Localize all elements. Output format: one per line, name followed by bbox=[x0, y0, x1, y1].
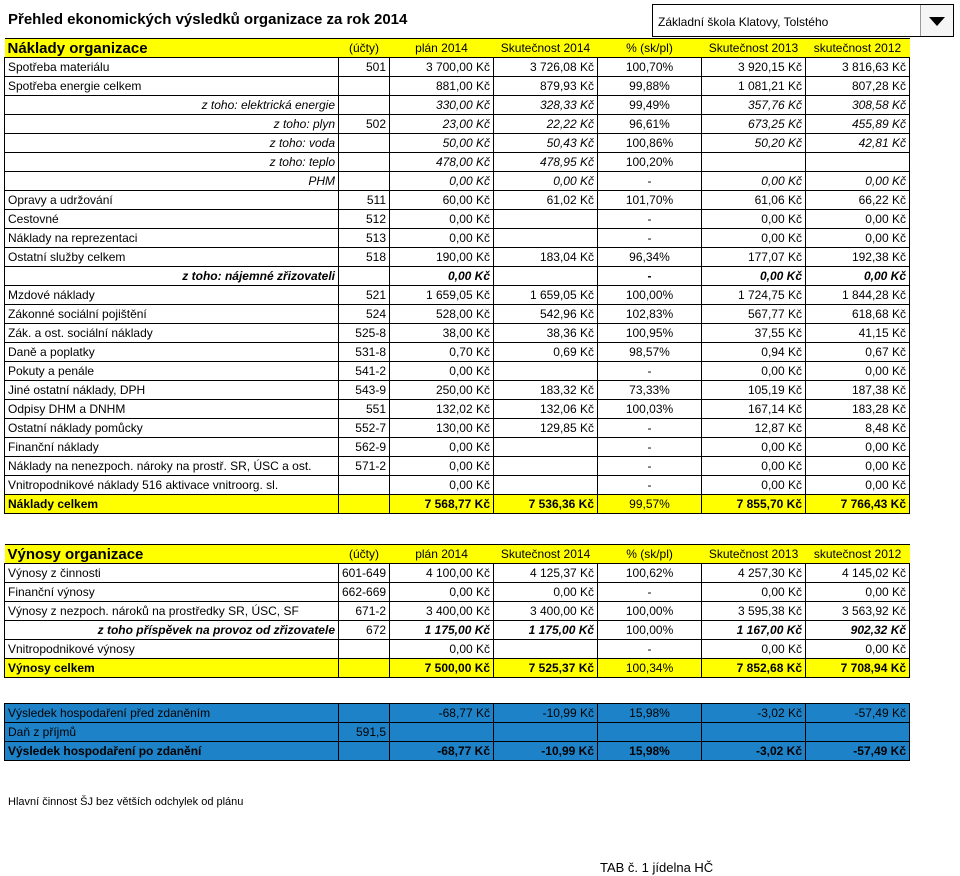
result-value: -57,49 Kč bbox=[806, 742, 910, 761]
result-value: -3,02 Kč bbox=[702, 704, 806, 723]
value-cell: 50,00 Kč bbox=[390, 134, 494, 153]
value-cell: 50,20 Kč bbox=[702, 134, 806, 153]
account-cell: 512 bbox=[339, 210, 390, 229]
account-cell bbox=[339, 476, 390, 495]
column-header: % (sk/pl) bbox=[598, 545, 702, 564]
value-cell: 0,70 Kč bbox=[390, 343, 494, 362]
account-cell bbox=[339, 267, 390, 286]
value-cell: 100,00% bbox=[598, 286, 702, 305]
value-cell: 101,70% bbox=[598, 191, 702, 210]
value-cell: 100,03% bbox=[598, 400, 702, 419]
value-cell: 183,04 Kč bbox=[494, 248, 598, 267]
value-cell: 3 816,63 Kč bbox=[806, 58, 910, 77]
value-cell bbox=[494, 267, 598, 286]
row-label: z toho: elektrická energie bbox=[5, 96, 339, 115]
result-row bbox=[5, 704, 910, 723]
value-cell: 3 726,08 Kč bbox=[494, 58, 598, 77]
value-cell bbox=[494, 476, 598, 495]
total-label: Náklady celkem bbox=[5, 495, 339, 514]
row-label: Ostatní náklady pomůcky bbox=[5, 419, 339, 438]
row-label: Náklady na reprezentaci bbox=[5, 229, 339, 248]
value-cell: - bbox=[598, 476, 702, 495]
result-row bbox=[5, 742, 910, 761]
value-cell: 0,00 Kč bbox=[390, 457, 494, 476]
table-row bbox=[5, 640, 910, 659]
account-cell: 672 bbox=[339, 621, 390, 640]
table-row bbox=[5, 248, 910, 267]
value-cell: 0,00 Kč bbox=[806, 172, 910, 191]
value-cell: 0,00 Kč bbox=[390, 476, 494, 495]
account-cell bbox=[339, 153, 390, 172]
total-value: 7 708,94 Kč bbox=[806, 659, 910, 678]
value-cell: 38,00 Kč bbox=[390, 324, 494, 343]
total-row bbox=[5, 659, 910, 678]
value-cell: - bbox=[598, 438, 702, 457]
account-cell bbox=[339, 659, 390, 678]
value-cell: 330,00 Kč bbox=[390, 96, 494, 115]
value-cell: 132,06 Kč bbox=[494, 400, 598, 419]
result-value: -57,49 Kč bbox=[806, 704, 910, 723]
account-cell bbox=[339, 704, 390, 723]
table-row bbox=[5, 621, 910, 640]
account-cell: 671-2 bbox=[339, 602, 390, 621]
row-label: Opravy a udržování bbox=[5, 191, 339, 210]
row-label: PHM bbox=[5, 172, 339, 191]
account-cell: 571-2 bbox=[339, 457, 390, 476]
value-cell: 528,00 Kč bbox=[390, 305, 494, 324]
table-row bbox=[5, 305, 910, 324]
value-cell: 1 724,75 Kč bbox=[702, 286, 806, 305]
row-label: z toho: nájemné zřizovateli bbox=[5, 267, 339, 286]
value-cell: 0,00 Kč bbox=[806, 640, 910, 659]
value-cell: 132,02 Kč bbox=[390, 400, 494, 419]
value-cell: 1 175,00 Kč bbox=[390, 621, 494, 640]
results-table bbox=[4, 703, 910, 761]
result-value bbox=[806, 723, 910, 742]
value-cell: - bbox=[598, 583, 702, 602]
result-value: 15,98% bbox=[598, 742, 702, 761]
column-header: (účty) bbox=[339, 39, 390, 58]
account-cell: 502 bbox=[339, 115, 390, 134]
value-cell: - bbox=[598, 229, 702, 248]
column-header: Skutečnost 2013 bbox=[702, 39, 806, 58]
value-cell: 0,00 Kč bbox=[806, 476, 910, 495]
row-label: Daně a poplatky bbox=[5, 343, 339, 362]
value-cell: 8,48 Kč bbox=[806, 419, 910, 438]
revenue-table bbox=[4, 544, 910, 678]
value-cell: 902,32 Kč bbox=[806, 621, 910, 640]
table-row bbox=[5, 77, 910, 96]
account-cell: 551 bbox=[339, 400, 390, 419]
value-cell: 0,00 Kč bbox=[702, 583, 806, 602]
value-cell: 100,86% bbox=[598, 134, 702, 153]
result-value: 15,98% bbox=[598, 704, 702, 723]
value-cell: 100,70% bbox=[598, 58, 702, 77]
row-label: Odpisy DHM a DNHM bbox=[5, 400, 339, 419]
column-header: Skutečnost 2014 bbox=[494, 39, 598, 58]
column-header: Skutečnost 2013 bbox=[702, 545, 806, 564]
value-cell: 3 700,00 Kč bbox=[390, 58, 494, 77]
account-cell: 513 bbox=[339, 229, 390, 248]
table-row bbox=[5, 324, 910, 343]
value-cell: 192,38 Kč bbox=[806, 248, 910, 267]
value-cell: 0,69 Kč bbox=[494, 343, 598, 362]
value-cell: 99,49% bbox=[598, 96, 702, 115]
row-label: Vnitropodnikové výnosy bbox=[5, 640, 339, 659]
value-cell: 542,96 Kč bbox=[494, 305, 598, 324]
row-label: Finanční výnosy bbox=[5, 583, 339, 602]
account-cell: 662-669 bbox=[339, 583, 390, 602]
value-cell: 881,00 Kč bbox=[390, 77, 494, 96]
row-label: Výnosy z činnosti bbox=[5, 564, 339, 583]
result-value: -10,99 Kč bbox=[494, 742, 598, 761]
dropdown-button[interactable] bbox=[920, 5, 953, 36]
column-header: skutečnost 2012 bbox=[806, 545, 910, 564]
value-cell: 0,00 Kč bbox=[390, 362, 494, 381]
table-row bbox=[5, 58, 910, 77]
value-cell: 3 563,92 Kč bbox=[806, 602, 910, 621]
table-row bbox=[5, 419, 910, 438]
total-value: 7 568,77 Kč bbox=[390, 495, 494, 514]
value-cell: 455,89 Kč bbox=[806, 115, 910, 134]
value-cell: 167,14 Kč bbox=[702, 400, 806, 419]
table-row bbox=[5, 343, 910, 362]
value-cell bbox=[806, 153, 910, 172]
table-row bbox=[5, 96, 910, 115]
value-cell: 0,00 Kč bbox=[390, 172, 494, 191]
value-cell: 0,00 Kč bbox=[390, 210, 494, 229]
value-cell: 100,20% bbox=[598, 153, 702, 172]
chevron-down-icon bbox=[929, 17, 945, 26]
value-cell: - bbox=[598, 267, 702, 286]
result-value bbox=[390, 723, 494, 742]
value-cell: 61,06 Kč bbox=[702, 191, 806, 210]
value-cell: 0,00 Kč bbox=[806, 210, 910, 229]
account-cell bbox=[339, 640, 390, 659]
column-header: plán 2014 bbox=[390, 39, 494, 58]
value-cell: 3 400,00 Kč bbox=[390, 602, 494, 621]
value-cell: 0,00 Kč bbox=[806, 362, 910, 381]
costs-table bbox=[4, 38, 910, 514]
result-value: -3,02 Kč bbox=[702, 742, 806, 761]
account-cell: 591,5 bbox=[339, 723, 390, 742]
value-cell: 478,00 Kč bbox=[390, 153, 494, 172]
value-cell: 60,00 Kč bbox=[390, 191, 494, 210]
value-cell: 0,00 Kč bbox=[702, 438, 806, 457]
value-cell bbox=[702, 153, 806, 172]
value-cell: 673,25 Kč bbox=[702, 115, 806, 134]
column-header: plán 2014 bbox=[390, 545, 494, 564]
value-cell: 0,00 Kč bbox=[390, 640, 494, 659]
total-value: 7 855,70 Kč bbox=[702, 495, 806, 514]
account-cell: 531-8 bbox=[339, 343, 390, 362]
account-cell bbox=[339, 172, 390, 191]
table-row bbox=[5, 583, 910, 602]
row-label: Mzdové náklady bbox=[5, 286, 339, 305]
value-cell: 0,00 Kč bbox=[702, 640, 806, 659]
value-cell: 38,36 Kč bbox=[494, 324, 598, 343]
value-cell: 61,02 Kč bbox=[494, 191, 598, 210]
result-label: Výsledek hospodaření po zdanění bbox=[5, 742, 339, 761]
section-header-row bbox=[5, 39, 910, 58]
row-label: Výnosy z nezpoch. nároků na prostředky SR, ÚSC, SF bbox=[5, 602, 339, 621]
value-cell: 23,00 Kč bbox=[390, 115, 494, 134]
account-cell bbox=[339, 96, 390, 115]
row-label: Spotřeba materiálu bbox=[5, 58, 339, 77]
total-value: 7 500,00 Kč bbox=[390, 659, 494, 678]
total-label: Výnosy celkem bbox=[5, 659, 339, 678]
table-row bbox=[5, 438, 910, 457]
row-label: z toho: plyn bbox=[5, 115, 339, 134]
value-cell: 3 920,15 Kč bbox=[702, 58, 806, 77]
table-row bbox=[5, 191, 910, 210]
value-cell bbox=[494, 457, 598, 476]
value-cell: 4 125,37 Kč bbox=[494, 564, 598, 583]
value-cell: 0,00 Kč bbox=[806, 267, 910, 286]
value-cell: 0,00 Kč bbox=[702, 210, 806, 229]
value-cell: 1 081,21 Kč bbox=[702, 77, 806, 96]
value-cell: - bbox=[598, 210, 702, 229]
value-cell: 0,00 Kč bbox=[390, 583, 494, 602]
table-row bbox=[5, 476, 910, 495]
value-cell: 42,81 Kč bbox=[806, 134, 910, 153]
result-value: -10,99 Kč bbox=[494, 704, 598, 723]
value-cell: 0,00 Kč bbox=[390, 229, 494, 248]
value-cell: 478,95 Kč bbox=[494, 153, 598, 172]
table-row bbox=[5, 153, 910, 172]
section-title: Výnosy organizace bbox=[5, 545, 339, 564]
value-cell: 618,68 Kč bbox=[806, 305, 910, 324]
total-value: 7 536,36 Kč bbox=[494, 495, 598, 514]
row-label: Náklady na nenezpoch. nároky na prostř. SR, ÚSC a ost. bbox=[5, 457, 339, 476]
table-row bbox=[5, 602, 910, 621]
row-label: Finanční náklady bbox=[5, 438, 339, 457]
value-cell: 308,58 Kč bbox=[806, 96, 910, 115]
total-value: 99,57% bbox=[598, 495, 702, 514]
section-title: Náklady organizace bbox=[5, 39, 339, 58]
table-row bbox=[5, 134, 910, 153]
value-cell: 96,61% bbox=[598, 115, 702, 134]
value-cell: 130,00 Kč bbox=[390, 419, 494, 438]
value-cell bbox=[494, 438, 598, 457]
table-row bbox=[5, 400, 910, 419]
total-value: 7 766,43 Kč bbox=[806, 495, 910, 514]
value-cell: 96,34% bbox=[598, 248, 702, 267]
value-cell: 0,94 Kč bbox=[702, 343, 806, 362]
column-header: % (sk/pl) bbox=[598, 39, 702, 58]
value-cell bbox=[494, 210, 598, 229]
total-value: 100,34% bbox=[598, 659, 702, 678]
account-cell: 521 bbox=[339, 286, 390, 305]
value-cell: 187,38 Kč bbox=[806, 381, 910, 400]
value-cell: 100,00% bbox=[598, 602, 702, 621]
value-cell: - bbox=[598, 172, 702, 191]
value-cell: 4 100,00 Kč bbox=[390, 564, 494, 583]
total-row bbox=[5, 495, 910, 514]
value-cell: 73,33% bbox=[598, 381, 702, 400]
row-label: Cestovné bbox=[5, 210, 339, 229]
row-label: Ostatní služby celkem bbox=[5, 248, 339, 267]
value-cell: 0,00 Kč bbox=[702, 476, 806, 495]
value-cell bbox=[494, 640, 598, 659]
value-cell: 37,55 Kč bbox=[702, 324, 806, 343]
table-row bbox=[5, 564, 910, 583]
value-cell: 250,00 Kč bbox=[390, 381, 494, 400]
value-cell: 0,00 Kč bbox=[806, 438, 910, 457]
value-cell: 4 257,30 Kč bbox=[702, 564, 806, 583]
account-cell: 524 bbox=[339, 305, 390, 324]
value-cell: - bbox=[598, 457, 702, 476]
value-cell: 328,33 Kč bbox=[494, 96, 598, 115]
value-cell: 99,88% bbox=[598, 77, 702, 96]
result-value: -68,77 Kč bbox=[390, 742, 494, 761]
value-cell: 1 167,00 Kč bbox=[702, 621, 806, 640]
row-label: z toho příspěvek na provoz od zřizovatele bbox=[5, 621, 339, 640]
value-cell: 98,57% bbox=[598, 343, 702, 362]
value-cell: 357,76 Kč bbox=[702, 96, 806, 115]
value-cell: 1 175,00 Kč bbox=[494, 621, 598, 640]
account-cell bbox=[339, 742, 390, 761]
value-cell: 807,28 Kč bbox=[806, 77, 910, 96]
value-cell: 50,43 Kč bbox=[494, 134, 598, 153]
result-value bbox=[494, 723, 598, 742]
table-row bbox=[5, 115, 910, 134]
school-select[interactable] bbox=[652, 4, 954, 37]
table-row bbox=[5, 362, 910, 381]
value-cell: 66,22 Kč bbox=[806, 191, 910, 210]
total-value: 7 852,68 Kč bbox=[702, 659, 806, 678]
value-cell: 1 844,28 Kč bbox=[806, 286, 910, 305]
school-select-value: Základní škola Klatovy, Tolstého bbox=[658, 15, 829, 29]
value-cell: 879,93 Kč bbox=[494, 77, 598, 96]
value-cell: 22,22 Kč bbox=[494, 115, 598, 134]
value-cell: 0,00 Kč bbox=[806, 457, 910, 476]
value-cell: 129,85 Kč bbox=[494, 419, 598, 438]
value-cell: 183,28 Kč bbox=[806, 400, 910, 419]
section-header-row bbox=[5, 545, 910, 564]
page-title: Přehled ekonomických výsledků organizace za rok 2014 bbox=[8, 11, 408, 28]
table-row bbox=[5, 286, 910, 305]
account-cell: 501 bbox=[339, 58, 390, 77]
account-cell bbox=[339, 77, 390, 96]
account-cell bbox=[339, 495, 390, 514]
account-cell: 525-8 bbox=[339, 324, 390, 343]
row-label: Zákonné sociální pojištění bbox=[5, 305, 339, 324]
value-cell: 0,00 Kč bbox=[806, 229, 910, 248]
row-label: Zák. a ost. sociální náklady bbox=[5, 324, 339, 343]
value-cell: 3 595,38 Kč bbox=[702, 602, 806, 621]
row-label: Spotřeba energie celkem bbox=[5, 77, 339, 96]
row-label: Pokuty a penále bbox=[5, 362, 339, 381]
value-cell: 102,83% bbox=[598, 305, 702, 324]
account-cell: 552-7 bbox=[339, 419, 390, 438]
value-cell: 4 145,02 Kč bbox=[806, 564, 910, 583]
account-cell: 562-9 bbox=[339, 438, 390, 457]
result-row bbox=[5, 723, 910, 742]
value-cell: 0,00 Kč bbox=[494, 172, 598, 191]
value-cell: - bbox=[598, 640, 702, 659]
value-cell: 0,00 Kč bbox=[390, 267, 494, 286]
value-cell: 0,00 Kč bbox=[806, 583, 910, 602]
row-label: z toho: teplo bbox=[5, 153, 339, 172]
column-header: (účty) bbox=[339, 545, 390, 564]
value-cell: 1 659,05 Kč bbox=[494, 286, 598, 305]
value-cell: 177,07 Kč bbox=[702, 248, 806, 267]
account-cell: 541-2 bbox=[339, 362, 390, 381]
value-cell: 41,15 Kč bbox=[806, 324, 910, 343]
account-cell: 511 bbox=[339, 191, 390, 210]
account-cell bbox=[339, 134, 390, 153]
table-row bbox=[5, 229, 910, 248]
account-cell: 601-649 bbox=[339, 564, 390, 583]
result-label: Daň z příjmů bbox=[5, 723, 339, 742]
value-cell: 100,00% bbox=[598, 621, 702, 640]
value-cell: 100,62% bbox=[598, 564, 702, 583]
table-row bbox=[5, 210, 910, 229]
result-value bbox=[702, 723, 806, 742]
value-cell: 0,00 Kč bbox=[702, 267, 806, 286]
value-cell: 3 400,00 Kč bbox=[494, 602, 598, 621]
column-header: skutečnost 2012 bbox=[806, 39, 910, 58]
value-cell: 0,00 Kč bbox=[494, 583, 598, 602]
row-label: Vnitropodnikové náklady 516 aktivace vnitroorg. sl. bbox=[5, 476, 339, 495]
result-value: -68,77 Kč bbox=[390, 704, 494, 723]
value-cell: 0,00 Kč bbox=[390, 438, 494, 457]
account-cell: 543-9 bbox=[339, 381, 390, 400]
value-cell: 12,87 Kč bbox=[702, 419, 806, 438]
value-cell: 0,00 Kč bbox=[702, 457, 806, 476]
table-row bbox=[5, 172, 910, 191]
row-label: z toho: voda bbox=[5, 134, 339, 153]
tab-label: TAB č. 1 jídelna HČ bbox=[600, 860, 714, 875]
value-cell bbox=[494, 229, 598, 248]
value-cell: 0,00 Kč bbox=[702, 229, 806, 248]
value-cell: - bbox=[598, 362, 702, 381]
value-cell: 183,32 Kč bbox=[494, 381, 598, 400]
result-label: Výsledek hospodaření před zdaněním bbox=[5, 704, 339, 723]
value-cell: 1 659,05 Kč bbox=[390, 286, 494, 305]
value-cell: - bbox=[598, 419, 702, 438]
table-row bbox=[5, 381, 910, 400]
column-header: Skutečnost 2014 bbox=[494, 545, 598, 564]
note-text: Hlavní činnost ŠJ bez větších odchylek od plánu bbox=[8, 796, 244, 808]
value-cell: 0,00 Kč bbox=[702, 172, 806, 191]
value-cell: 190,00 Kč bbox=[390, 248, 494, 267]
value-cell: 100,95% bbox=[598, 324, 702, 343]
table-row bbox=[5, 457, 910, 476]
table-row bbox=[5, 267, 910, 286]
value-cell: 0,67 Kč bbox=[806, 343, 910, 362]
value-cell: 567,77 Kč bbox=[702, 305, 806, 324]
result-value bbox=[598, 723, 702, 742]
value-cell bbox=[494, 362, 598, 381]
value-cell: 105,19 Kč bbox=[702, 381, 806, 400]
value-cell: 0,00 Kč bbox=[702, 362, 806, 381]
total-value: 7 525,37 Kč bbox=[494, 659, 598, 678]
account-cell: 518 bbox=[339, 248, 390, 267]
row-label: Jiné ostatní náklady, DPH bbox=[5, 381, 339, 400]
